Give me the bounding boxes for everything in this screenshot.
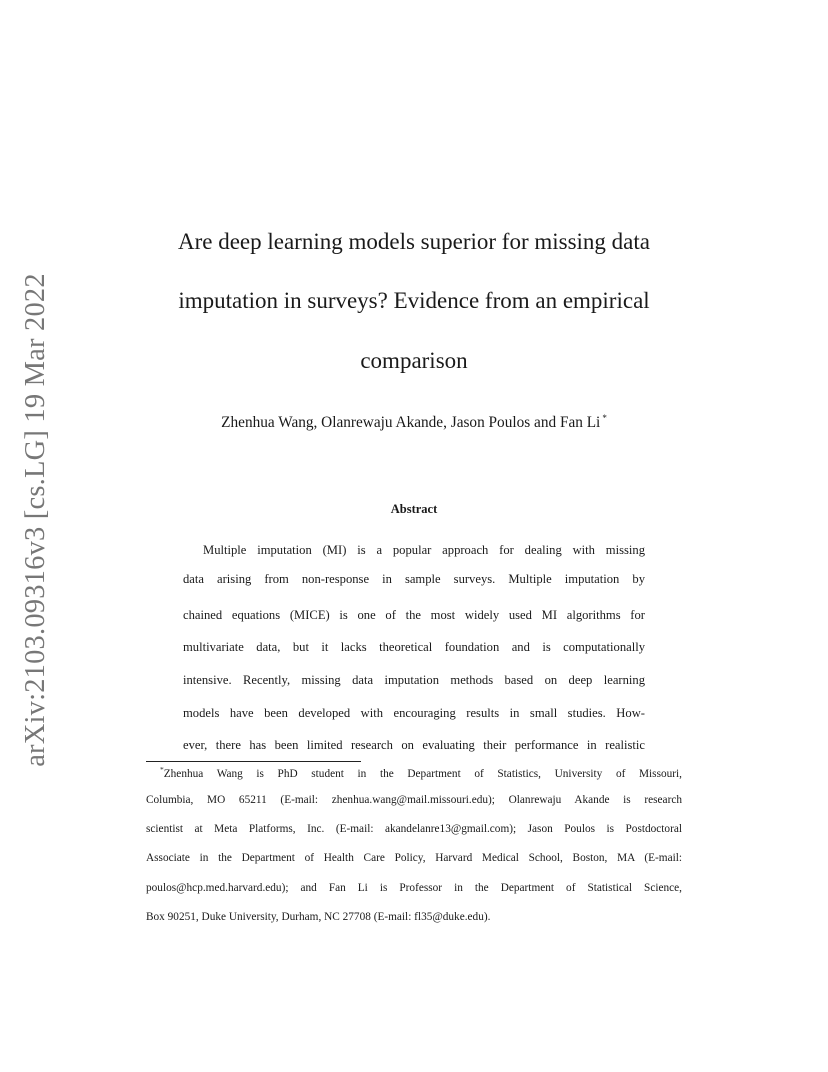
footnote-line: Box 90251, Duke University, Durham, NC 27708 (E-mail: fl35@duke.edu). (146, 911, 491, 923)
abstract-line: models have been developed with encouraging results in small studies. How- (183, 706, 645, 720)
footnote-line: Columbia, MO 65211 (E-mail: zhenhua.wang@mail.missouri.edu); Olanrewaju Akande is research (146, 794, 682, 806)
footnote-mark: * (160, 765, 164, 774)
abstract-line: data arising from non-response in sample surveys. Multiple imputation by (183, 572, 645, 586)
author-list (0, 413, 828, 432)
footnote-line: poulos@hcp.med.harvard.edu); and Fan Li is Professor in the Department of Statistical Science, (146, 882, 682, 894)
footnote-text: Zhenhua Wang is PhD student in the Department of Statistics, University of Missouri, (163, 768, 682, 780)
title-line-3: comparison (360, 348, 468, 373)
abstract-heading: Abstract (390, 502, 438, 516)
author-footnote-mark: * (602, 413, 607, 423)
abstract-line: multivariate data, but it lacks theoretical foundation and is computationally (183, 640, 645, 654)
title-line-2: imputation in surveys? Evidence from an empirical (178, 288, 650, 313)
arxiv-identifier: arXiv:2103.09316v3 [cs.LG] 19 Mar 2022 (20, 273, 51, 767)
abstract-line: Multiple imputation (MI) is a popular approach for dealing with missing (203, 543, 645, 557)
title-line-1: Are deep learning models superior for missing data (177, 229, 650, 254)
footnote-line: scientist at Meta Platforms, Inc. (E-mail: akandelanre13@gmail.com); Jason Poulos is Postdoctoral (146, 823, 682, 835)
abstract-line: intensive. Recently, missing data imputation methods based on deep learning (183, 673, 645, 687)
author-names: Zhenhua Wang, Olanrewaju Akande, Jason Poulos and Fan Li (221, 414, 601, 431)
footnote-line: Associate in the Department of Health Care Policy, Harvard Medical School, Boston, MA (E-mail: (146, 852, 682, 864)
footnote-line (160, 765, 682, 780)
footnote-rule (146, 761, 361, 762)
abstract-line: ever, there has been limited research on evaluating their performance in realistic (183, 738, 645, 752)
abstract-line: chained equations (MICE) is one of the most widely used MI algorithms for (183, 608, 645, 622)
